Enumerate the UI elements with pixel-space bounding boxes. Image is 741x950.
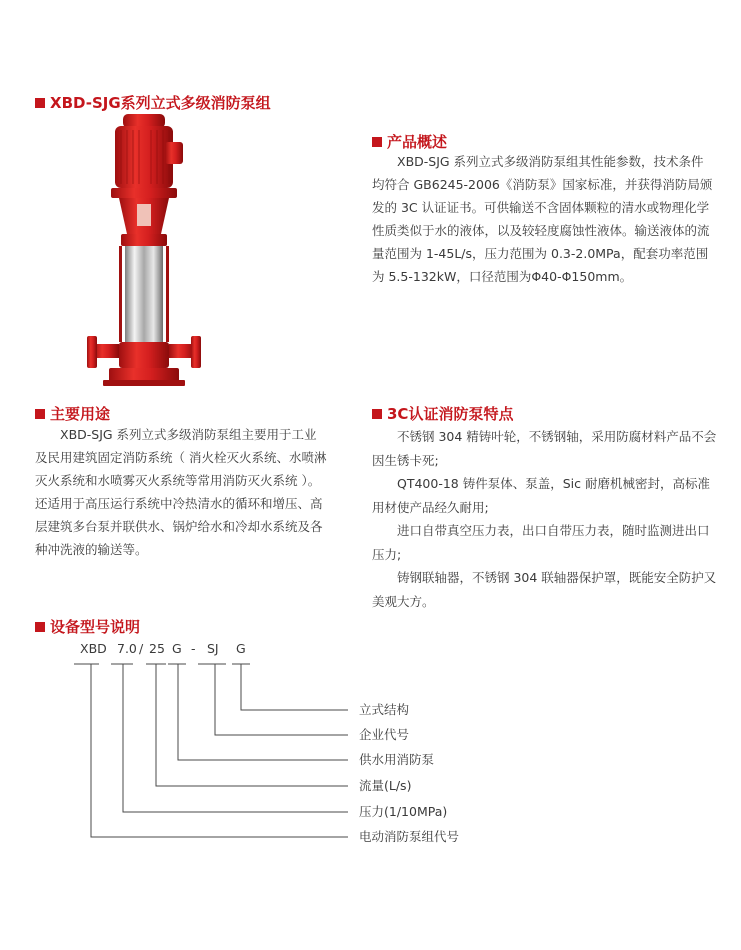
overview-text: XBD-SJG 系列立式多级消防泵组其性能参数，技术条件 均符合 GB6245-2006《消防泵》国家标准，并获得消防局颁 发的 3C 认证证书。可供输送不含固体颗粒的清水或物理化学 性质类似于水的液体，以及较轻度腐蚀性液体。输送液体的流 量范围为 1-45L/s，压力范围为 0.3-2.0MPa，配套功率范围 为 5.5-132kW，口径范围为Φ40-Φ150mm。	[372, 154, 713, 284]
label-company-code: 企业代号	[359, 727, 410, 742]
model-heading: 设备型号说明	[35, 618, 140, 636]
code-part-flow: 25	[149, 641, 165, 656]
code-part-pressure: 7.0	[117, 641, 137, 656]
code-part-g1: G	[172, 641, 182, 656]
code-part-slash: /	[139, 641, 144, 656]
label-water-supply-pump: 供水用消防泵	[359, 752, 435, 767]
code-part-dash: -	[191, 641, 196, 656]
usage-text: XBD-SJG 系列立式多级消防泵组主要用于工业 及民用建筑固定消防系统（ 消火栓灭火系统、水喷淋 灭火系统和水喷雾灭火系统等常用消防灭火系统 ）。 还适用于高压运行系统中冷热清水的循环和增压、高 层建筑多台泵并联供水、锅炉给水和冷却水系统及各 种冲洗液的输送等。	[35, 427, 327, 557]
usage-heading: 主要用途	[35, 405, 110, 423]
code-part-xbd: XBD	[80, 641, 107, 656]
label-vertical-structure: 立式结构	[359, 702, 410, 717]
main-title-text: XBD-SJG系列立式多级消防泵组	[50, 94, 271, 112]
features-text: 不锈钢 304 精铸叶轮，不锈钢轴，采用防腐材料产品不会 因生锈卡死; QT400-18 铸件泵体、泵盖，Sic 耐磨机械密封，高标准 用材使产品经久耐用; 进口自带真空压力表，出口自带压力表，随时监测进出口 压力; 铸钢联轴器，不锈钢 304 联轴器保护罩，既能安全防护又 美观大方。	[372, 429, 717, 609]
features-heading: 3C认证消防泵特点	[372, 405, 513, 423]
label-flow: 流量(L/s)	[359, 778, 412, 793]
code-part-g2: G	[236, 641, 246, 656]
label-electric-pump-code: 电动消防泵组代号	[359, 829, 460, 844]
label-pressure: 压力(1/10MPa)	[359, 804, 448, 819]
overview-heading: 产品概述	[372, 133, 447, 151]
code-part-sj: SJ	[207, 641, 219, 656]
